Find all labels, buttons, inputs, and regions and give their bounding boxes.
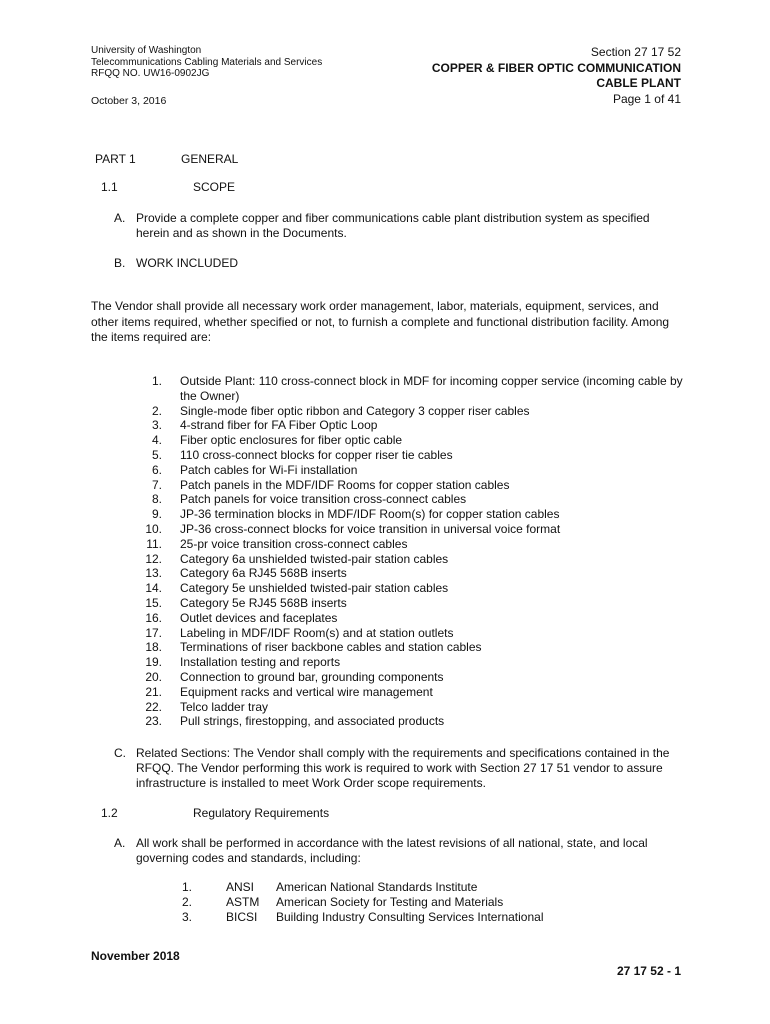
list-item bbox=[170, 880, 543, 895]
list-item-text: 25-pr voice transition cross-connect cables bbox=[180, 536, 408, 551]
vendor-paragraph: The Vendor shall provide all necessary work order management, labor, materials, equipment, services, and other items required, whether specified or not, to furnish a complete and functional distribution facility. Among the items required are: bbox=[91, 299, 670, 344]
item-a-letter: A. bbox=[114, 211, 126, 225]
list-item-number: 22. bbox=[145, 699, 162, 714]
list-item-text: Outlet devices and faceplates bbox=[180, 610, 338, 625]
list-item bbox=[130, 478, 690, 493]
list-item-number: 3. bbox=[181, 910, 192, 924]
list-item-text: Fiber optic enclosures for fiber optic cable bbox=[180, 433, 403, 448]
org-abbreviation: BICSI bbox=[226, 910, 258, 924]
section-1-1-number: 1.1 bbox=[101, 180, 118, 194]
header-org-line: Telecommunications Cabling Materials and Services bbox=[91, 56, 323, 68]
item-a-text: Provide a complete copper and fiber communications cable plant distribution system as specified herein and as shown in the Documents. bbox=[136, 211, 650, 240]
list-item-number: 2. bbox=[181, 895, 192, 909]
list-item bbox=[130, 596, 690, 611]
list-item-number: 11. bbox=[146, 536, 162, 551]
section-1-1-title: SCOPE bbox=[193, 180, 236, 194]
part-title: GENERAL bbox=[181, 152, 239, 166]
footer-page-code: 27 17 52 - 1 bbox=[616, 964, 681, 978]
header-org-block bbox=[91, 45, 322, 80]
list-item-text: JP-36 termination blocks in MDF/IDF Room(s) for copper station cables bbox=[180, 507, 560, 522]
section-title-line-1: COPPER & FIBER OPTIC COMMUNICATION bbox=[431, 60, 681, 75]
list-item-text: 110 cross-connect blocks for copper riser tie cables bbox=[180, 447, 453, 462]
list-item-number: 9. bbox=[151, 507, 162, 522]
list-item-number: 21. bbox=[145, 684, 162, 699]
header-date: October 3, 2016 bbox=[91, 95, 167, 107]
section-1-2-number: 1.2 bbox=[101, 806, 118, 820]
item-c-letter: C. bbox=[114, 746, 126, 760]
list-item-text: Terminations of riser backbone cables and station cables bbox=[180, 640, 482, 655]
list-item-text: Patch panels in the MDF/IDF Rooms for copper station cables bbox=[180, 477, 510, 492]
list-item-number: 1. bbox=[181, 880, 192, 894]
list-item-text: Category 6a RJ45 568B inserts bbox=[180, 566, 347, 581]
list-item-text: Installation testing and reports bbox=[180, 655, 341, 670]
list-item-text: Outside Plant: 110 cross-connect block in MDF for incoming copper service (incoming cable by the Owner) bbox=[180, 374, 683, 403]
header-org-line: RFQQ NO. UW16-0902JG bbox=[91, 68, 210, 79]
list-item bbox=[130, 463, 690, 478]
list-item-text: Pull strings, firestopping, and associated products bbox=[180, 714, 445, 729]
reg-item-a-text: All work shall be performed in accordance with the latest revisions of all national, state, and local governing codes and standards, including: bbox=[136, 836, 648, 865]
list-item-number: 12. bbox=[145, 551, 162, 566]
list-item bbox=[130, 640, 690, 655]
list-item-number: 20. bbox=[145, 669, 162, 684]
list-item-number: 6. bbox=[151, 462, 162, 477]
list-item-text: Single-mode fiber optic ribbon and Category 3 copper riser cables bbox=[180, 403, 530, 418]
reg-item-a-letter: A. bbox=[114, 836, 126, 850]
org-abbreviation: ASTM bbox=[226, 895, 260, 909]
list-item bbox=[130, 700, 690, 715]
list-item bbox=[130, 507, 690, 522]
list-item-text: Category 6a unshielded twisted-pair station cables bbox=[180, 551, 449, 566]
list-item-number: 4. bbox=[151, 433, 162, 448]
list-item-number: 7. bbox=[151, 477, 162, 492]
list-item-text: Equipment racks and vertical wire management bbox=[180, 684, 433, 699]
list-item-number: 1. bbox=[151, 374, 162, 388]
list-item-text: 4-strand fiber for FA Fiber Optic Loop bbox=[180, 418, 378, 433]
list-item-number: 18. bbox=[145, 640, 162, 655]
org-name: American National Standards Institute bbox=[276, 880, 478, 894]
work-items-list bbox=[130, 374, 690, 729]
section-title-line-2: CABLE PLANT bbox=[596, 76, 681, 90]
list-item bbox=[130, 404, 690, 419]
list-item bbox=[130, 448, 690, 463]
footer-date: November 2018 bbox=[91, 949, 180, 963]
list-item-number: 8. bbox=[151, 492, 162, 507]
list-item bbox=[170, 895, 543, 910]
list-item-text: Patch cables for Wi-Fi installation bbox=[180, 462, 358, 477]
org-name: Building Industry Consulting Services International bbox=[276, 910, 544, 924]
list-item-number: 16. bbox=[145, 610, 162, 625]
item-b-text: WORK INCLUDED bbox=[136, 256, 239, 270]
list-item-text: Connection to ground bar, grounding components bbox=[180, 669, 444, 684]
list-item bbox=[130, 537, 690, 552]
list-item bbox=[130, 670, 690, 685]
list-item bbox=[130, 626, 690, 641]
list-item bbox=[130, 655, 690, 670]
section-1-2-title: Regulatory Requirements bbox=[193, 806, 330, 820]
list-item bbox=[130, 433, 690, 448]
list-item-text: Telco ladder tray bbox=[180, 699, 269, 714]
list-item-number: 17. bbox=[145, 625, 162, 640]
list-item-number: 13. bbox=[145, 566, 162, 581]
list-item-number: 15. bbox=[145, 595, 162, 610]
list-item bbox=[130, 714, 690, 729]
list-item-text: JP-36 cross-connect blocks for voice transition in universal voice format bbox=[180, 521, 561, 536]
org-name: American Society for Testing and Materials bbox=[276, 895, 504, 909]
item-b-letter: B. bbox=[114, 256, 126, 270]
list-item bbox=[130, 418, 690, 433]
list-item-number: 3. bbox=[151, 418, 162, 433]
page-indicator: Page 1 of 41 bbox=[612, 91, 681, 106]
list-item-number: 23. bbox=[145, 714, 162, 729]
list-item-number: 10. bbox=[145, 521, 162, 536]
header-title-block bbox=[432, 45, 681, 107]
list-item-text: Patch panels for voice transition cross-connect cables bbox=[180, 492, 467, 507]
standards-list bbox=[170, 880, 543, 925]
list-item-text: Labeling in MDF/IDF Room(s) and at station outlets bbox=[180, 625, 454, 640]
list-item bbox=[130, 581, 690, 596]
list-item-text: Category 5e RJ45 568B inserts bbox=[180, 595, 347, 610]
list-item bbox=[130, 566, 690, 581]
list-item-text: Category 5e unshielded twisted-pair station cables bbox=[180, 581, 449, 596]
list-item bbox=[130, 552, 690, 567]
list-item bbox=[130, 522, 690, 537]
list-item bbox=[130, 685, 690, 700]
list-item-number: 19. bbox=[145, 655, 162, 670]
org-abbreviation: ANSI bbox=[226, 880, 255, 894]
list-item bbox=[130, 611, 690, 626]
part-label: PART 1 bbox=[95, 152, 136, 166]
list-item bbox=[130, 374, 690, 404]
item-c-text: Related Sections: The Vendor shall comply with the requirements and specifications contained in the RFQQ. The Vendor performing this work is required to work with Section 27 17 51 vendor to assure infrastructure is installed to meet Work Order scope requirements. bbox=[136, 746, 670, 790]
list-item-number: 14. bbox=[145, 581, 162, 596]
list-item bbox=[170, 910, 543, 925]
section-number: Section 27 17 52 bbox=[590, 45, 681, 59]
list-item-number: 5. bbox=[151, 447, 162, 462]
header-org-line: University of Washington bbox=[91, 45, 202, 56]
list-item-number: 2. bbox=[151, 403, 162, 418]
list-item bbox=[130, 492, 690, 507]
